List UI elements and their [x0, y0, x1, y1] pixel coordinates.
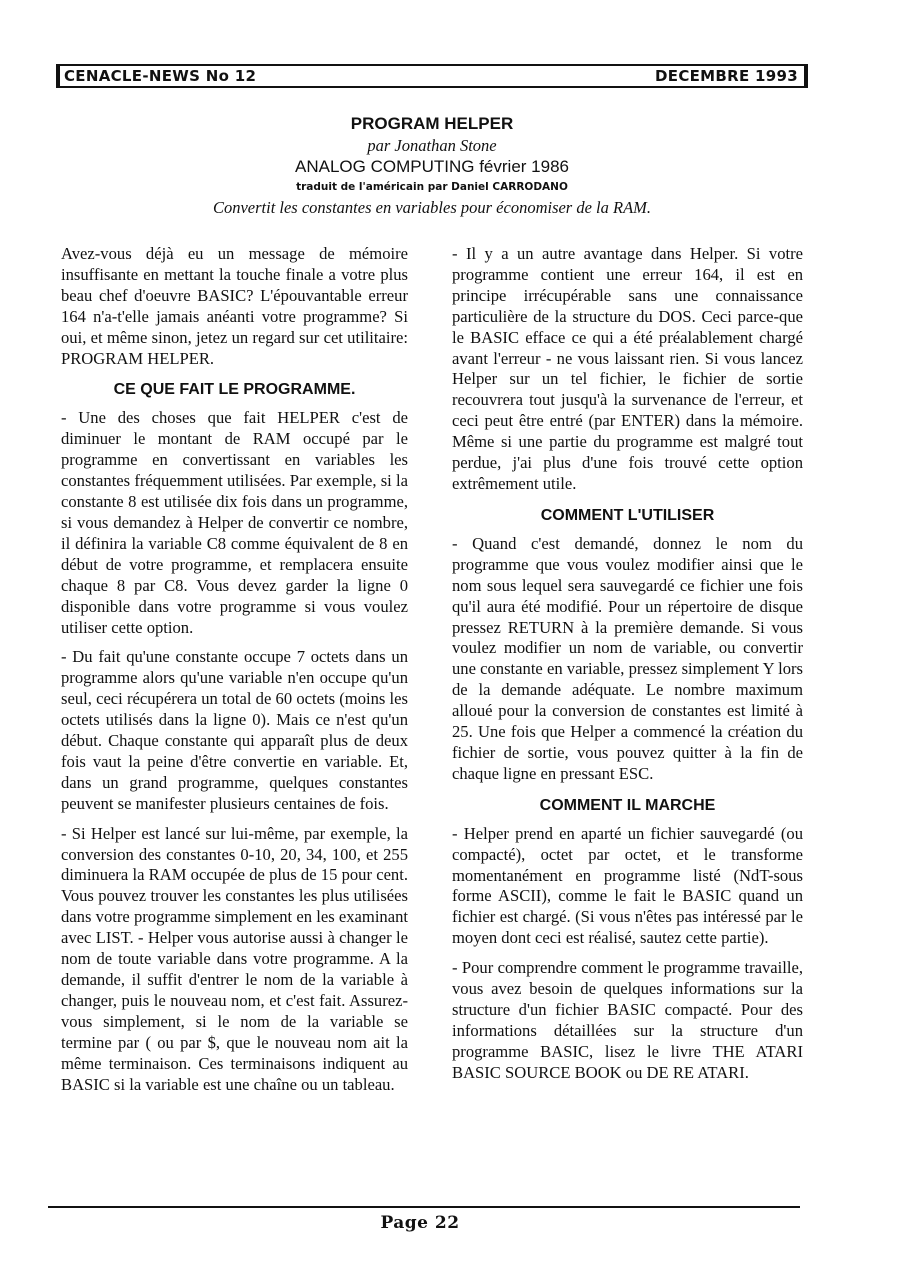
body-paragraph: - Si Helper est lancé sur lui-même, par exemple, la conversion des constantes 0-10, 20, 34, 100, et 255 diminuera la RAM occupée de plus de 15 pour cent. Vous pouvez trouver les constantes les plus utilisées dans votre programme simplement en les examinant avec LIST. - Helper vous autorise aussi à changer le nom de toute variable dans votre programme. A la demande, il suffit d'entrer le nom de la variable à changer, puis le nouveau nom, et c'est fait. Assurez-vous simplement, si le nom de la variable se termine par ( ou par $, que le nouveau nom ait la même terminaison. Ces terminaisons indiquent au BASIC si la variable est une chaîne ou un tableau.	[61, 823, 408, 1094]
newsletter-issue: CENACLE-NEWS No 12	[64, 67, 257, 85]
article-source: ANALOG COMPUTING février 1986	[295, 157, 569, 176]
footer-divider	[48, 1206, 800, 1208]
body-paragraph: - Il y a un autre avantage dans Helper. Si votre programme contient une erreur 164, il est en principe irrécupérable sans une connaissance particulière de la structure du DOS. Ceci parce-que le BASIC efface ce qui a été préalablement chargé avant l'erreur - ne vous laissant rien. Si vous lancez Helper sur un tel fichier, le fichier de sortie recouvrera tout jusqu'à la survenance de l'erreur, et ceci peut être entré (par ENTER) dans la mémoire. Même si une partie du programme est malgré tout perdue, j'ai plus d'une fois trouvé cette option extrêmement utile.	[452, 244, 803, 493]
article-subtitle: Convertit les constantes en variables pour économiser de la RAM.	[212, 198, 652, 217]
body-paragraph: - Une des choses que fait HELPER c'est de diminuer le montant de RAM occupé par le programme en convertissant en variables les constantes fréquemment utilisées. Par exemple, si la constante 8 est utilisée dix fois dans un programme, si vous demandez à Helper de convertir ce nombre, il définira la variable C8 comme équivalent de 8 en début de votre programme, et remplacera ensuite chaque 8 par C8. Vous devez garder la ligne 0 disponible dans votre programme si vous voulez utiliser cette option.	[61, 408, 408, 637]
body-paragraph: - Quand c'est demandé, donnez le nom du programme que vous voulez modifier ainsi que le nom sous lequel sera sauvegardé ce fichier une fois qu'il aura été modifié. Pour un répertoire de disque pressez RETURN à la première demande. Si vous voulez modifier un nom de variable, ou convertir une constante en variable, pressez simplement Y lors de la demande adéquate. Le nombre maximum alloué pour la conversion de constantes est limité à 25. Une fois que Helper a commencé la création du fichier de sortie, vous pouvez quitter à la fin de chaque ligne en pressant ESC.	[452, 533, 803, 783]
article-translation-credit: traduit de l'américain par Daniel CARRODANO	[296, 181, 568, 193]
page-number: Page 22	[380, 1213, 460, 1233]
right-column	[452, 244, 803, 1093]
article-author: par Jonathan Stone	[367, 136, 497, 155]
body-paragraph: - Du fait qu'une constante occupe 7 octets dans un programme alors qu'une variable n'en occupe qu'un seul, ceci récupérera un total de 60 octets (moins les octets utilisés dans la ligne 0). Mais ce n'est qu'un début. Chaque constante qui apparaît plus de deux fois vaut la peine d'être convertie en variable. Et, dans un grand programme, quelques constantes peuvent se manifester plusieurs centaines de fois.	[61, 647, 408, 813]
body-paragraph: - Pour comprendre comment le programme travaille, vous avez besoin de quelques informations sur la structure d'un fichier BASIC compacté. Pour des informations détaillées sur la structure d'un programme BASIC, lisez le livre THE ATARI BASIC SOURCE BOOK ou DE RE ATARI.	[452, 958, 803, 1082]
section-heading: COMMENT L'UTILISER	[540, 506, 715, 524]
article-title-block	[100, 112, 764, 220]
section-heading: COMMENT IL MARCHE	[539, 796, 716, 814]
article-title: PROGRAM HELPER	[350, 114, 514, 133]
left-column	[61, 244, 408, 1104]
page-header	[56, 64, 808, 88]
section-heading: CE QUE FAIT LE PROGRAMME.	[113, 381, 356, 399]
intro-paragraph: Avez-vous déjà eu un message de mémoire insuffisante en mettant la touche finale a votre plus beau chef d'oeuvre BASIC? L'épouvantable erreur 164 n'a-t'elle jamais anéanti votre programme? Si oui, et même sinon, jetez un regard sur cet utilitaire: PROGRAM HELPER.	[61, 244, 408, 368]
issue-date: DECEMBRE 1993	[655, 67, 798, 85]
body-paragraph: - Helper prend en aparté un fichier sauvegardé (ou compacté), octet par octet, et le transforme momentanément en programme listé (NdT-sous forme ASCII), comme le fait le BASIC quand un fichier est chargé. (Si vous n'êtes pas intéressé par le moyen dont ceci est réalisé, sautez cette partie).	[452, 823, 803, 948]
